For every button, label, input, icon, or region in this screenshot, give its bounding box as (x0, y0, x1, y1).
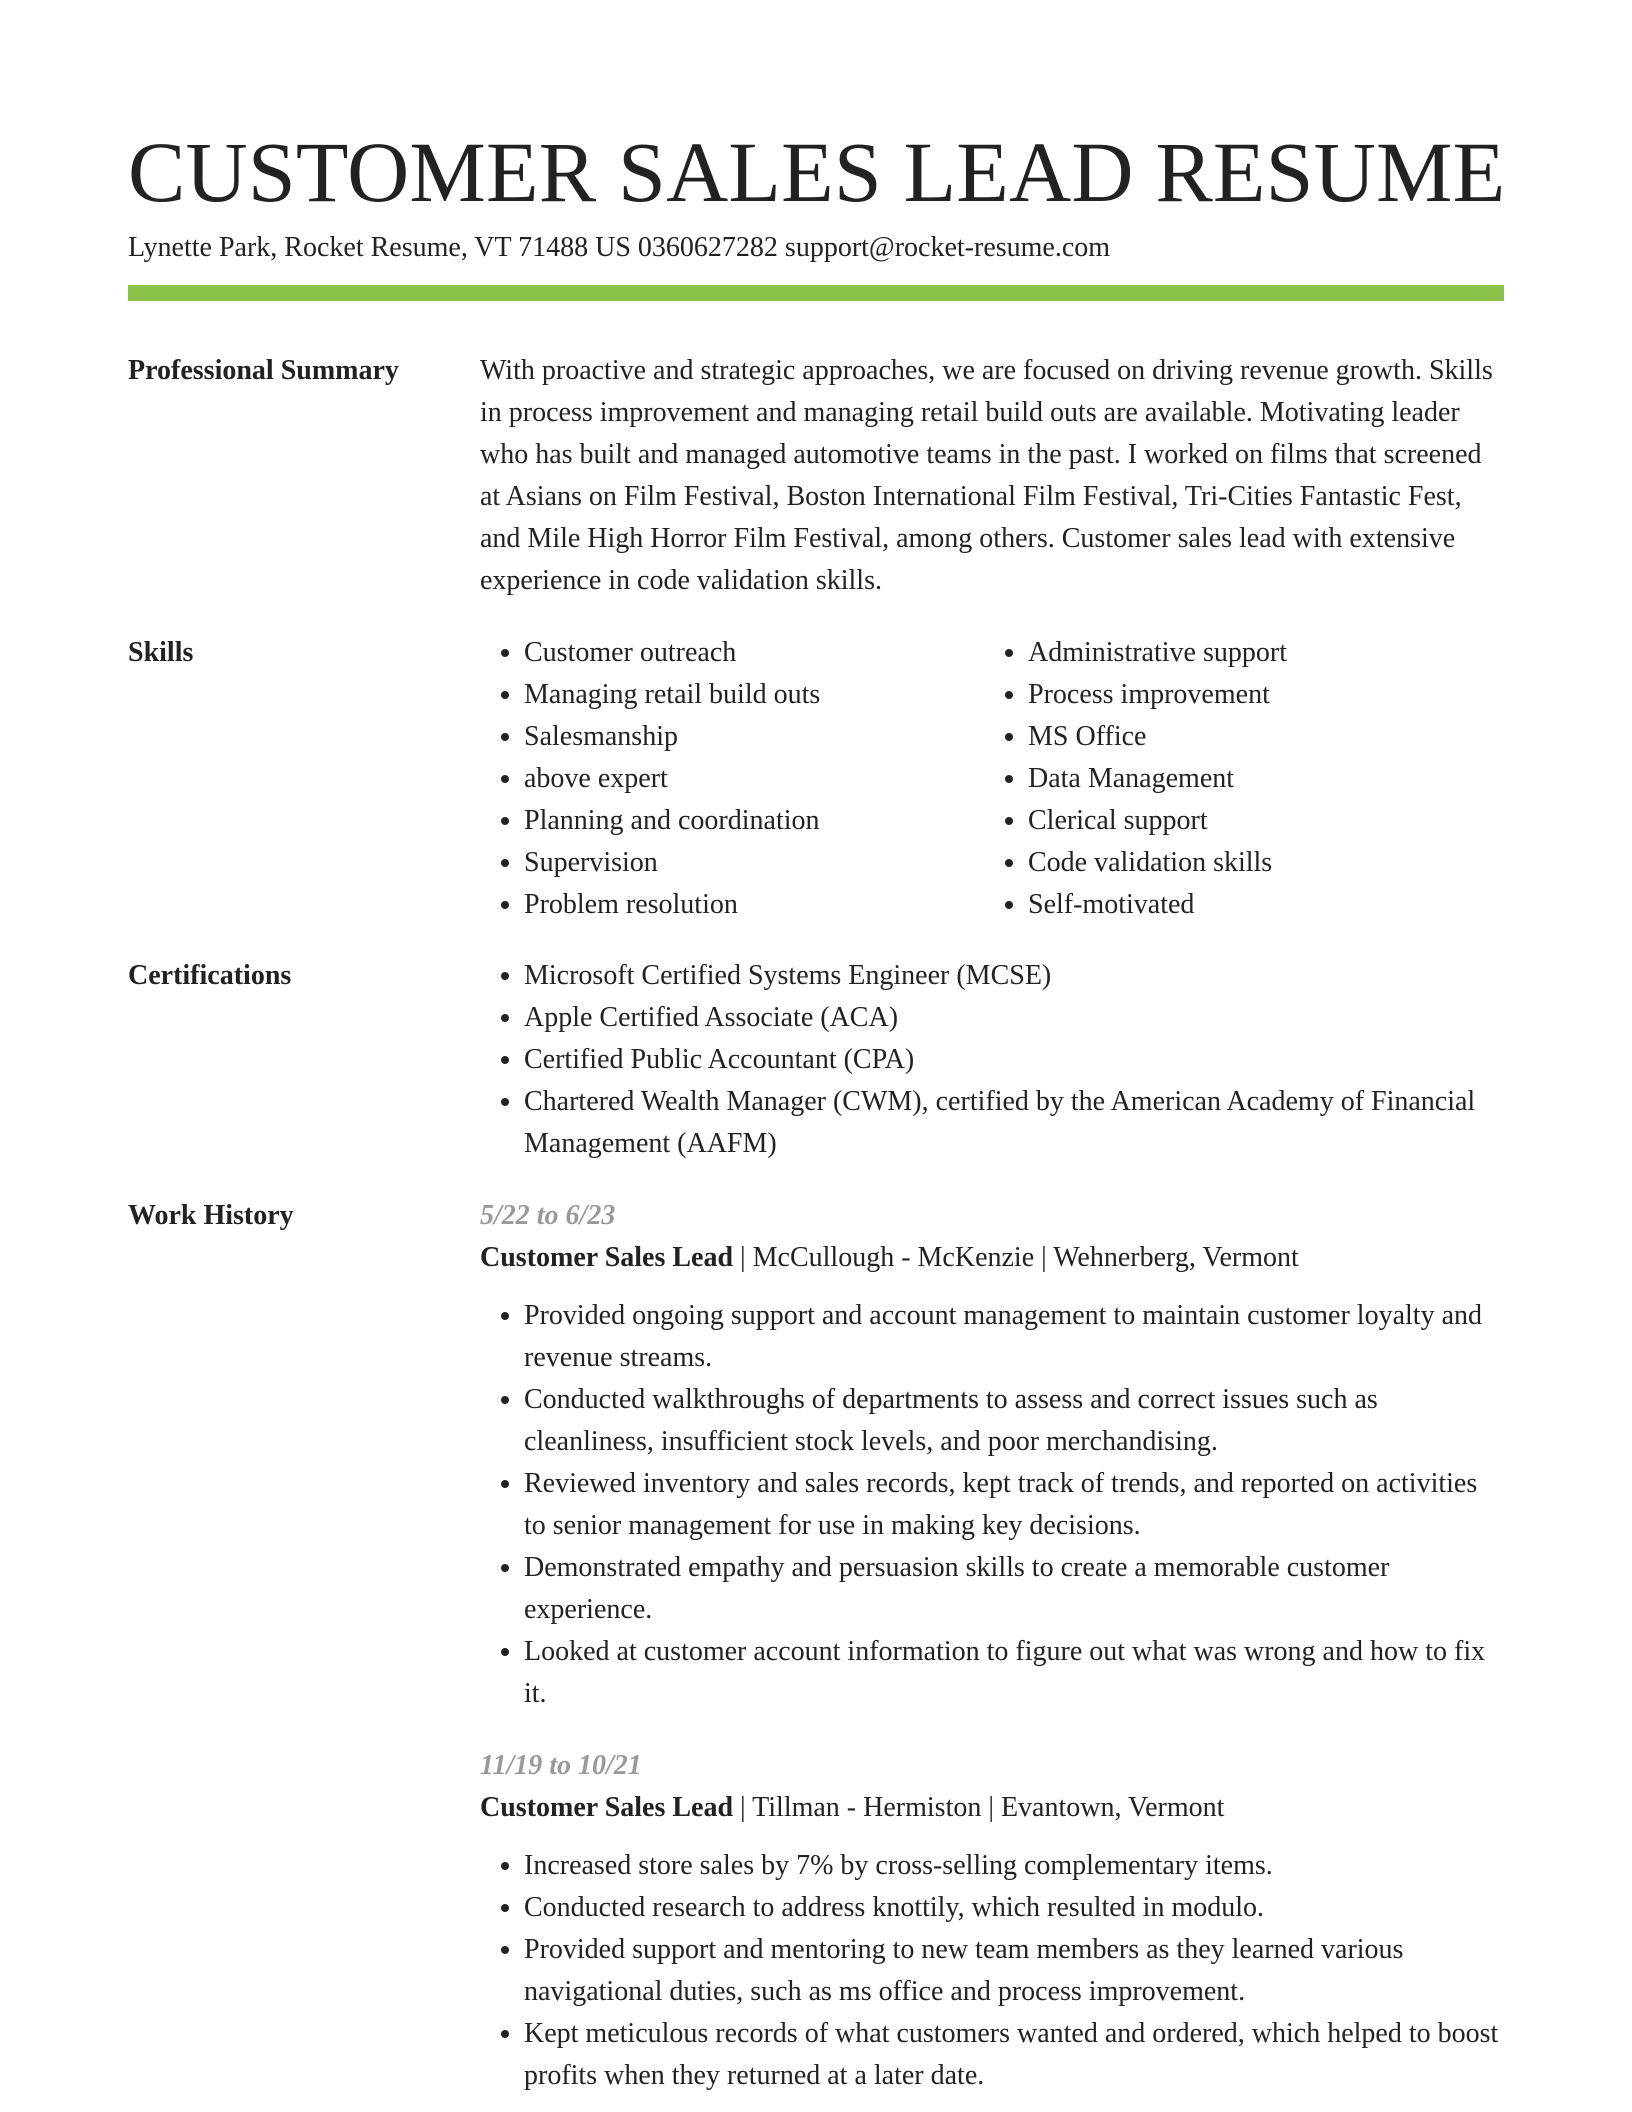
resume-title: CUSTOMER SALES LEAD RESUME (128, 124, 1506, 220)
job-bullet: • Provided support and mentoring to new team members as they learned various navigational duties, such as ms office and process improvement. (524, 1929, 1504, 2013)
job-heading (480, 1237, 1504, 1279)
skill-item: • Planning and coordination (524, 800, 984, 842)
job-title: Customer Sales Lead (480, 1242, 734, 1273)
job-bullet: • Demonstrated empathy and persuasion skills to create a memorable customer experience. (524, 1547, 1504, 1631)
job-title: Customer Sales Lead (480, 1792, 734, 1823)
skill-item: • MS Office (1028, 716, 1488, 758)
skill-item: • Managing retail build outs (524, 674, 984, 716)
job-bullet: • Conducted research to address knottily, which resulted in modulo. (524, 1887, 1504, 1929)
skills-label: Skills (128, 637, 194, 668)
skills-body (480, 632, 1504, 926)
job-bullet: • Kept meticulous records of what customers wanted and ordered, which helped to boost profits when they returned at a later date. (524, 2013, 1504, 2097)
job-entry (480, 1195, 1504, 1715)
summary-label: Professional Summary (128, 355, 399, 386)
skills-column-right (984, 632, 1488, 926)
skills-list-right (984, 632, 1488, 926)
certifications-list (480, 955, 1504, 1165)
summary-body (480, 350, 1504, 602)
contact-line: Lynette Park, Rocket Resume, VT 71488 US 0360627282 support@rocket-resume.com (128, 232, 1111, 263)
work-history-body (480, 1195, 1504, 2097)
skill-item: • Code validation skills (1028, 842, 1488, 884)
job-details: | McCullough - McKenzie | Wehnerberg, Vermont (733, 1242, 1299, 1273)
certifications-body (480, 955, 1504, 1165)
skill-item: • above expert (524, 758, 984, 800)
skill-item: • Salesmanship (524, 716, 984, 758)
job-bullet: • Provided ongoing support and account management to maintain customer loyalty and revenue streams. (524, 1295, 1504, 1379)
job-entry (480, 1745, 1504, 2097)
job-bullet: • Reviewed inventory and sales records, kept track of trends, and reported on activities to senior management for use in making key decisions. (524, 1463, 1504, 1547)
certifications-label: Certifications (128, 960, 292, 991)
skill-item: • Problem resolution (524, 884, 984, 926)
certification-item: • Chartered Wealth Manager (CWM), certified by the American Academy of Financial Management (AAFM) (524, 1081, 1504, 1165)
skills-list-left (480, 632, 984, 926)
summary-text: With proactive and strategic approaches, we are focused on driving revenue growth. Skills in process improvement and managing retail build outs are available. Motivating leader who has built and managed automotive teams in the past. I worked on films that screened at Asians on Film Festival, Boston International Film Festival, Tri-Cities Fantastic Fest, and Mile High Horror Film Festival, among others. Customer sales lead with extensive experience in code validation skills. (480, 355, 1493, 596)
job-dates: 11/19 to 10/21 (480, 1750, 642, 1781)
skills-column-left (480, 632, 984, 926)
skill-item: • Self-motivated (1028, 884, 1488, 926)
skills-columns (480, 632, 1504, 926)
job-bullet: • Conducted walkthroughs of departments to assess and correct issues such as cleanliness, insufficient stock levels, and poor merchandising. (524, 1379, 1504, 1463)
job-bullets (480, 1845, 1504, 2097)
job-bullet: • Increased store sales by 7% by cross-selling complementary items. (524, 1845, 1504, 1887)
skill-item: • Clerical support (1028, 800, 1488, 842)
skill-item: • Customer outreach (524, 632, 984, 674)
header-divider (128, 285, 1504, 301)
skill-item: • Administrative support (1028, 632, 1488, 674)
certification-item: • Certified Public Accountant (CPA) (524, 1039, 1504, 1081)
job-bullet: • Looked at customer account information to figure out what was wrong and how to fix it. (524, 1631, 1504, 1715)
job-details: | Tillman - Hermiston | Evantown, Vermont (733, 1792, 1225, 1823)
job-dates: 5/22 to 6/23 (480, 1200, 616, 1231)
job-bullets (480, 1295, 1504, 1715)
skill-item: • Supervision (524, 842, 984, 884)
job-heading (480, 1787, 1504, 1829)
work-history-label: Work History (128, 1200, 294, 1231)
skill-item: • Data Management (1028, 758, 1488, 800)
skill-item: • Process improvement (1028, 674, 1488, 716)
certification-item: • Apple Certified Associate (ACA) (524, 997, 1504, 1039)
certification-item: • Microsoft Certified Systems Engineer (MCSE) (524, 955, 1504, 997)
